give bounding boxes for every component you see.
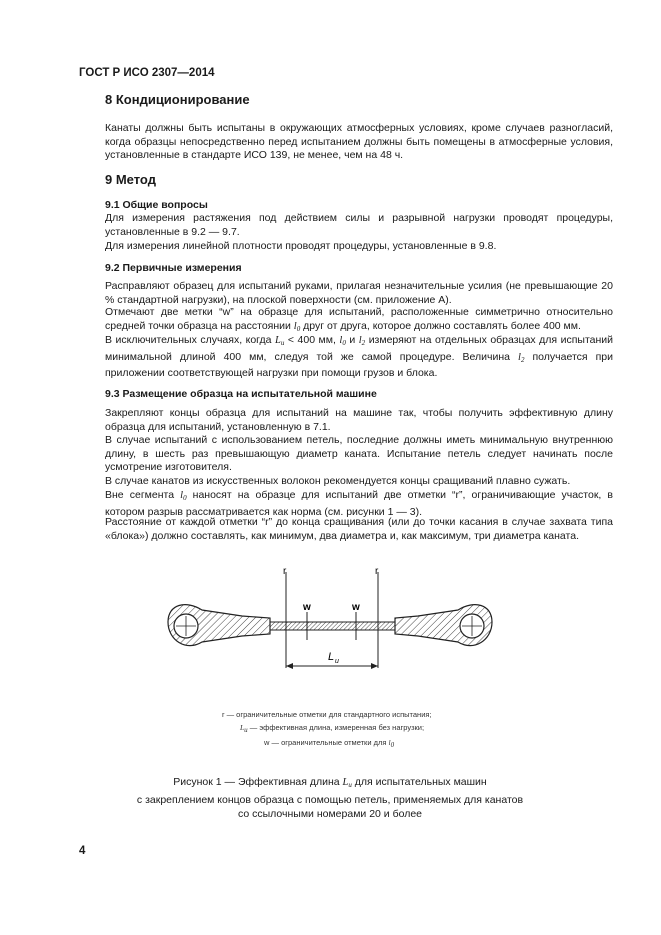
symbol-sub: 2 bbox=[361, 339, 366, 347]
legend-r: r — ограничительные отметки для стандартного испытания; bbox=[222, 710, 432, 719]
p3-text-a: В исключительных случаях, когда bbox=[105, 334, 272, 346]
w-label-left: w bbox=[303, 602, 311, 613]
p3-text-d: измеряют на отдельных образцах для испытаний минимальной длиной 400 мм, следуя той же самой процедуре. Величина bbox=[105, 334, 614, 363]
caption-text-b: для испытательных машин bbox=[354, 776, 487, 788]
p2-text-a: Отмечают две метки “w” на образце для испытаний, расположенные симметрично относительно средней точки образца на расстоянии bbox=[105, 306, 613, 332]
symbol-sub: 0 bbox=[183, 494, 187, 502]
figure-caption-line-2: с закреплением концов образца с помощью петель, применяемых для канатов bbox=[136, 794, 524, 806]
symbol-sub: 0 bbox=[296, 324, 301, 333]
section-9-3-paragraph-1: Закрепляют концы образца для испытаний на машине так, чтобы получить эффективную длину образца для испытаний, установленную в 7.1. bbox=[105, 407, 613, 433]
document-header: ГОСТ Р ИСО 2307—2014 bbox=[79, 67, 215, 79]
section-9-3-paragraph-3: В случае канатов из искусственных волокон рекомендуется концы сращиваний плавно сужать. bbox=[105, 475, 571, 487]
symbol-sub: 2 bbox=[520, 355, 525, 364]
legend-lu-text: — эффективная длина, измеренная без нагрузки; bbox=[249, 723, 425, 732]
p2-text-b: друг от друга, которое должно составлять более 400 мм. bbox=[303, 319, 581, 332]
section-9-2-paragraph-3 bbox=[105, 334, 613, 381]
symbol-l: l bbox=[180, 490, 184, 501]
caption-symbol: L bbox=[342, 777, 349, 788]
section-9-2-title: 9.2 Первичные измерения bbox=[105, 262, 242, 274]
section-9-1-paragraph-1: Для измерения растяжения под действием силы и разрывной нагрузки проводят процедуры, установленные в 9.2 — 9.7. bbox=[105, 212, 613, 238]
r-label-right: r bbox=[375, 566, 379, 577]
section-9-title: 9 Метод bbox=[105, 172, 156, 187]
p4-text-a: Вне сегмента bbox=[105, 489, 175, 501]
arrow-right-icon bbox=[371, 663, 378, 669]
legend-w-text: w — ограничительные отметки для bbox=[264, 738, 387, 747]
section-9-2-paragraph-1: Расправляют образец для испытаний руками, прилагая незначительные усилия (не превышающие 20 % стандартной нагрузки), на плоской поверхности (см. приложение А). bbox=[105, 280, 613, 306]
w-label-right: w bbox=[352, 602, 360, 613]
p3-text-c: и bbox=[349, 334, 356, 346]
legend-lu-symbol: L bbox=[240, 723, 245, 732]
legend-lu-sub: u bbox=[244, 726, 248, 734]
page-number: 4 bbox=[79, 845, 86, 857]
rope-segment bbox=[270, 622, 395, 630]
caption-symbol-sub: u bbox=[348, 781, 352, 789]
legend-lu bbox=[240, 723, 424, 734]
r-label-left: r bbox=[283, 566, 287, 577]
p3-text-b: < 400 мм, bbox=[287, 334, 336, 346]
lu-label-sub: u bbox=[335, 658, 339, 665]
legend-w-symbol: l bbox=[388, 738, 391, 747]
legend-w bbox=[264, 738, 394, 749]
section-9-3-title: 9.3 Размещение образца на испытательной машине bbox=[105, 388, 377, 400]
left-eye-splice bbox=[168, 605, 270, 646]
p4-text-b: наносят на образце для испытаний две отметки “r”, ограничивающие участок, в котором разрыв рассматривается как норма (см. рисунки 1 — 3). bbox=[105, 489, 614, 518]
legend-w-sub: 0 bbox=[390, 741, 395, 749]
lu-label: L bbox=[328, 651, 335, 663]
section-9-1-title: 9.1 Общие вопросы bbox=[105, 199, 208, 211]
symbol-sub: u bbox=[280, 339, 285, 347]
section-9-3-paragraph-2: В случае испытаний с использованием петель, последние должны иметь минимальную внутреннюю длину, в шесть раз превышающую диаметр каната. Испытание петель следует начинать после усмотрение изготовителя. bbox=[105, 434, 613, 473]
symbol-l: l bbox=[339, 335, 343, 346]
right-eye-splice bbox=[395, 605, 492, 646]
symbol-sub: 0 bbox=[342, 339, 346, 347]
symbol-l: l bbox=[358, 335, 362, 346]
arrow-left-icon bbox=[286, 663, 293, 669]
figure-caption-line-3: со ссылочными номерами 20 и более bbox=[237, 808, 423, 820]
section-8-title: 8 Кондиционирование bbox=[105, 92, 250, 107]
section-9-3-paragraph-4 bbox=[105, 489, 613, 519]
section-9-2-paragraph-2 bbox=[105, 306, 613, 336]
caption-text-a: Рисунок 1 — Эффективная длина bbox=[173, 776, 340, 788]
figure-1-rope-diagram bbox=[150, 560, 510, 690]
symbol-L: L bbox=[275, 335, 281, 346]
section-9-1-paragraph-2: Для измерения линейной плотности проводят процедуры, установленные в 9.8. bbox=[105, 240, 497, 252]
section-8-text: Канаты должны быть испытаны в окружающих атмосферных условиях, кроме случаев разногласий, когда образцы непосредственно перед испытанием должны быть помещены в атмосферные условия, установленные в стандарте ИСО 139, не менее, чем на 48 ч. bbox=[105, 122, 613, 161]
p3-text-e: получается при приложении соответствующей нагрузки при помощи грузов и блока. bbox=[105, 350, 613, 379]
section-9-3-paragraph-5: Расстояние от каждой отметки “r” до конца сращивания (или до точки касания в случае захвата типа «блока») должно составлять, как минимум, два диаметра и, как максимум, три диаметра каната. bbox=[105, 516, 613, 542]
figure-caption-line-1 bbox=[80, 775, 580, 793]
symbol-l: l bbox=[518, 351, 521, 363]
symbol-l: l bbox=[293, 320, 297, 332]
section-8-paragraph bbox=[105, 122, 613, 163]
